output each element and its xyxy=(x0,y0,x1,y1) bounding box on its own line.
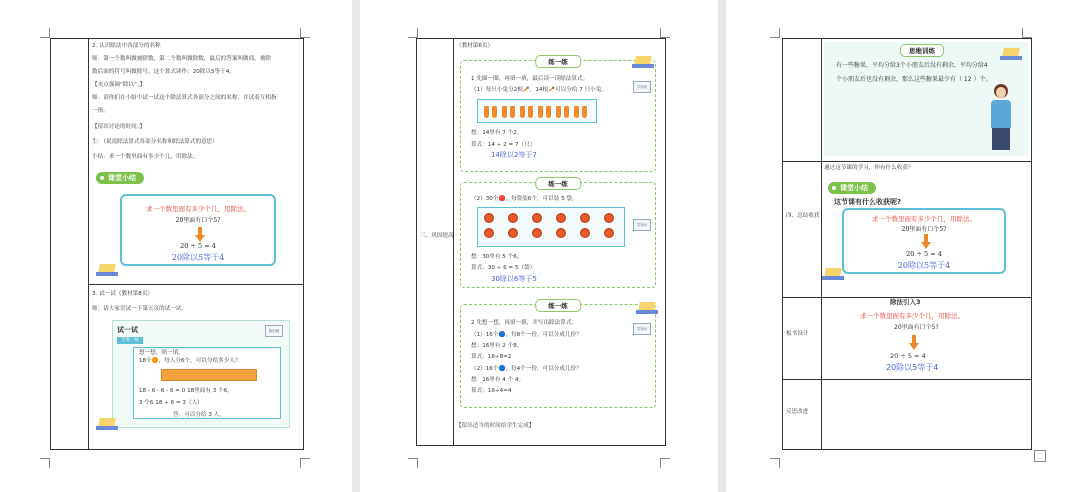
row-divider xyxy=(88,284,303,285)
summary-badge-label: 课堂小结 xyxy=(840,184,868,192)
column-divider xyxy=(88,39,89,449)
practice-equation: 算式：16÷8=2 xyxy=(471,354,512,360)
summary-box xyxy=(120,194,276,266)
practice-equation: 算式：30 ÷ 6 = 5（袋） xyxy=(471,265,536,271)
practice-question: 1 先圈一圈，再填一填，最后读一读除法算式。 xyxy=(471,76,589,82)
resize-handle[interactable] xyxy=(1034,450,1046,462)
thinking-ribbon: 思维训练 xyxy=(900,44,944,57)
practice-equation: 算式：16÷4=4 xyxy=(471,388,512,394)
practice-think: 想：16里有 4 个 4。 xyxy=(471,377,525,383)
practice-question: （1）每只小兔分2根🥕，14根🥕可以分给 7 只小兔。 xyxy=(471,87,607,93)
practice-ribbon: 练一练 xyxy=(535,299,581,312)
practice-2 xyxy=(460,182,656,288)
thinking-text: 有一些糖果，平均分给3个小朋友后没有剩余，平均分给4 xyxy=(836,62,988,69)
summary-badge xyxy=(828,182,876,194)
board-reading: 20除以5等于4 xyxy=(886,363,939,372)
text-line: 一指。 xyxy=(92,108,109,114)
crop-mark xyxy=(40,28,50,38)
book-icon xyxy=(822,266,844,280)
text-line: 2. 认识除法中各部分的名称 xyxy=(92,43,161,49)
book-icon xyxy=(1000,46,1022,60)
summary-badge xyxy=(96,172,144,184)
try-it-tag: 节奏一统 xyxy=(117,337,143,344)
crop-mark xyxy=(408,28,418,38)
text-line: 师：第一个数叫做被除数，第二个数叫做除数，最后的答案叫做商，被除 xyxy=(92,56,272,62)
page-3 xyxy=(726,0,1080,492)
down-arrow-icon xyxy=(909,343,919,350)
practice-think: 想：30里有 5 个6。 xyxy=(471,254,523,260)
crop-mark xyxy=(660,458,670,468)
summary-question: 这节课有什么收获呢? xyxy=(834,198,902,206)
text-line: 【夹点强调“除以”。】 xyxy=(92,82,146,88)
summary-intro: 通过这节课的学习，你有什么收获？ xyxy=(824,165,914,171)
crop-mark xyxy=(1022,28,1032,38)
text-line: 小结：求一个数里面有多少个几，用除法。 xyxy=(92,154,199,160)
page-ref: （教材第6页） xyxy=(456,43,494,49)
practice-reading: 30除以6等于5 xyxy=(491,275,537,283)
section-label: 板书设计 xyxy=(786,331,809,337)
board-title: 除法引入3 xyxy=(890,298,921,306)
practice-ribbon: 练一练 xyxy=(535,55,581,68)
down-arrow-icon xyxy=(195,235,205,242)
practice-3 xyxy=(460,304,656,408)
down-arrow-icon xyxy=(921,242,931,249)
summary-equation: 20 ÷ 5 = 4 xyxy=(180,242,216,250)
crop-mark xyxy=(660,28,670,38)
try-it-panel xyxy=(112,320,290,428)
practice-1 xyxy=(460,60,656,172)
stamp-icon: 我们就 xyxy=(265,325,283,337)
summary-equation: 20 ÷ 5 = 4 xyxy=(906,250,942,258)
crop-mark xyxy=(408,458,418,468)
practice-question: （2）16个🔵，每4个一份，可以分成几份？ xyxy=(471,366,582,372)
try-it-step: 3 个6 18 ÷ 6 = 3（人） xyxy=(139,400,203,406)
section-label: 四、总结收获 xyxy=(786,213,820,219)
crop-mark xyxy=(770,28,780,38)
summary-rule: 求一个数里面有多少个几，用除法。 xyxy=(872,215,976,223)
row-divider xyxy=(783,161,1031,162)
practice-question: 2 先想一想，再填一填，并写出除法算式。 xyxy=(471,320,578,326)
crop-mark xyxy=(300,458,310,468)
summary-question: 20里面有口个5? xyxy=(175,217,221,224)
row-divider xyxy=(783,379,1031,380)
practice-reading: 14除以2等于7 xyxy=(491,151,537,159)
crop-mark xyxy=(40,458,50,468)
try-it-answer: 答：可以分给 3 人。 xyxy=(173,412,225,418)
summary-reading: 20除以5等于4 xyxy=(171,253,225,262)
text-line: 【留出讨论的时间。】 xyxy=(92,124,146,130)
practice-ribbon: 练一练 xyxy=(535,177,581,190)
column-divider xyxy=(821,39,822,449)
tomato-panel xyxy=(477,207,625,247)
board-question: 20里面有口个5? xyxy=(894,324,939,331)
summary-badge-label: 课堂小结 xyxy=(108,174,136,182)
thinking-text: 个小朋友后也没有剩余，那么这些糖果最少有（ 12 ）个。 xyxy=(836,76,992,83)
practice-question: （2）30个🔴，每袋装6个，可以装 5 袋。 xyxy=(471,196,578,202)
book-icon xyxy=(636,300,658,314)
try-it-prompt: 想一想，填一填。 xyxy=(139,350,184,356)
crop-mark xyxy=(300,28,310,38)
cookie-row xyxy=(161,369,257,381)
carrot-panel xyxy=(477,99,597,123)
practice-question: （1）16个🔵，每8个一份，可以分成几份？ xyxy=(471,332,582,338)
try-it-step: 18 - 6 - 6 - 6 = 0 18里面有 3 个6。 xyxy=(139,388,233,394)
teacher-illustration xyxy=(984,82,1018,152)
page-2 xyxy=(360,0,718,492)
thinking-panel xyxy=(824,42,1028,156)
try-it-question: 18个🟠，每人分6个，可以分给多少人？ xyxy=(139,358,241,364)
stamp-icon: 学知识 xyxy=(633,219,651,231)
book-icon xyxy=(96,416,118,430)
practice-equation: 算式：14 ÷ 2 = 7（只） xyxy=(471,142,536,148)
try-it-title: 试一试 xyxy=(117,326,138,334)
stamp-icon: 学知识 xyxy=(633,323,651,335)
stamp-icon: 学知识 xyxy=(633,81,651,93)
summary-question-line: 20里面有口个5? xyxy=(901,226,947,233)
column-divider xyxy=(453,39,454,445)
summary-box xyxy=(842,208,1006,274)
book-icon xyxy=(632,54,654,68)
text-line: 数后面的符号叫做除号。这个算式读作：20除以5等于4。 xyxy=(92,69,235,75)
board-equation: 20 ÷ 5 = 4 xyxy=(890,352,926,360)
practice-think: 想：14里有 7 个2。 xyxy=(471,130,523,136)
text-line: 师：请大家尝试一下第五页的试一试。 xyxy=(92,306,188,312)
section-label: 反思改进 xyxy=(786,409,809,415)
summary-rule: 求一个数里面有多少个几，用除法。 xyxy=(146,205,250,213)
text-line: 生：（说说除法算式各部分名称和除法算式的意思） xyxy=(92,139,218,145)
section-label: 三、巩固提高 xyxy=(420,233,454,239)
teacher-note: 【留出适当的时间给学生完成】 xyxy=(456,423,535,429)
practice-think: 想：16里有 2 个8。 xyxy=(471,343,523,349)
board-rule: 求一个数里面有多少个几，用除法。 xyxy=(860,312,964,320)
text-line: 3. 试一试（教材第8页） xyxy=(92,291,154,297)
book-icon xyxy=(96,262,118,276)
page-1 xyxy=(0,0,352,492)
crop-mark xyxy=(770,458,780,468)
text-line: 师：请你们在小组中试一试这个除法算式各部分之间的名称，并试着互相指 xyxy=(92,95,277,101)
summary-reading: 20除以5等于4 xyxy=(897,261,951,270)
